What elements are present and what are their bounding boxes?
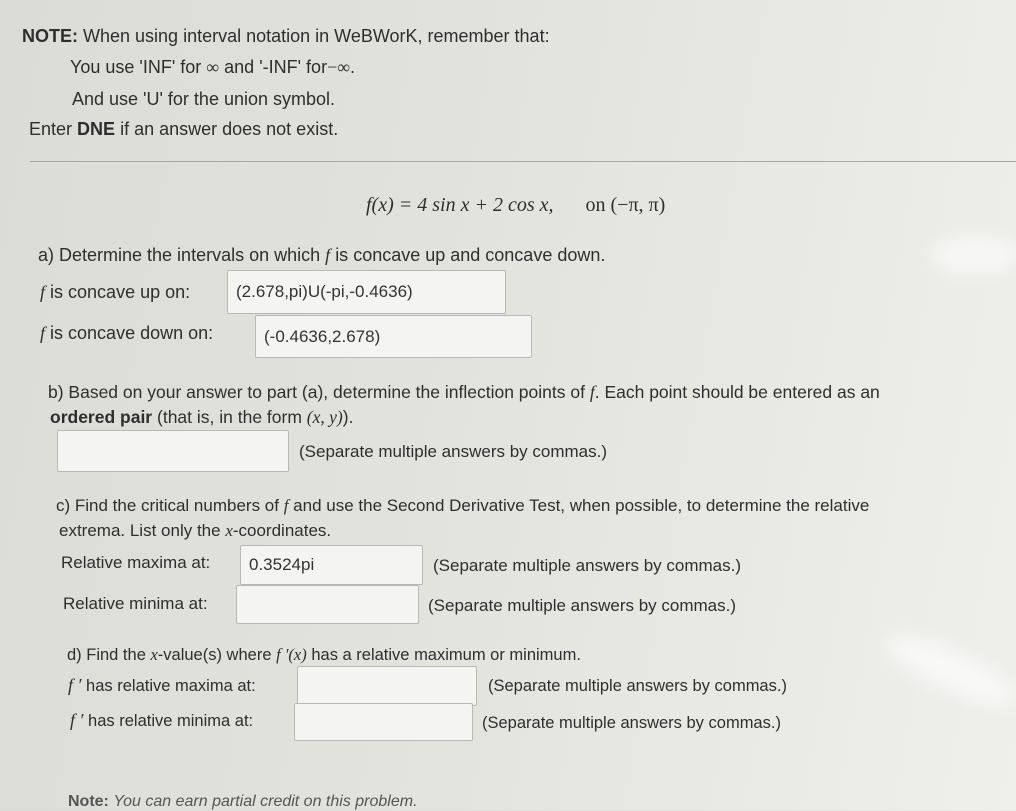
note-line: NOTE: When using interval notation in WeBWorK, remember that: [22, 26, 550, 46]
inflection-points-input[interactable] [57, 430, 289, 472]
relative-minima-input[interactable] [236, 585, 419, 624]
dne-note-line: Enter DNE if an answer does not exist. [29, 119, 339, 139]
relative-minima-hint: (Separate multiple answers by commas.) [428, 596, 737, 615]
concave-down-input[interactable]: (-0.4636,2.678) [255, 315, 532, 358]
partial-credit-note: Note: You can earn partial credit on this problem. [68, 793, 418, 810]
screen-glare [878, 622, 1016, 717]
fprime-maxima-label: f ′ has relative maxima at: [68, 675, 256, 695]
relative-maxima-input[interactable]: 0.3524pi [240, 545, 423, 585]
divider [30, 161, 1016, 162]
part-a-question: a) Determine the intervals on which f is concave up and concave down. [38, 245, 606, 265]
union-note-line: And use 'U' for the union symbol. [72, 89, 336, 109]
relative-maxima-hint: (Separate multiple answers by commas.) [433, 556, 742, 575]
relative-minima-label: Relative minima at: [63, 594, 208, 613]
fprime-minima-input[interactable] [294, 703, 473, 741]
fprime-maxima-hint: (Separate multiple answers by commas.) [488, 677, 787, 695]
part-b-question-line2: ordered pair (that is, in the form (x, y)). [50, 407, 354, 427]
part-b-question: b) Based on your answer to part (a), determine the inflection points of f. Each point should be entered as an [48, 382, 880, 402]
infinity-symbol: ∞ [206, 57, 220, 77]
part-d-question: d) Find the x-value(s) where f ′(x) has a relative maximum or minimum. [67, 645, 581, 664]
fprime-maxima-input[interactable] [297, 666, 477, 706]
concave-down-label: f is concave down on: [40, 323, 214, 343]
concave-up-label: f is concave up on: [40, 282, 191, 302]
concave-up-input[interactable]: (2.678,pi)U(-pi,-0.4636) [227, 270, 506, 314]
relative-maxima-label: Relative maxima at: [61, 553, 211, 572]
function-expression: f(x) = 4 sin x + 2 cos x, on (−π, π) [366, 194, 666, 216]
screen-glare [930, 235, 1016, 275]
neg-infinity-symbol: −∞ [327, 57, 351, 77]
inf-note-line: You use 'INF' for ∞ and '-INF' for−∞. [70, 57, 356, 77]
fprime-minima-hint: (Separate multiple answers by commas.) [482, 714, 781, 732]
part-c-question-line2: extrema. List only the x-coordinates. [59, 521, 332, 540]
fprime-minima-label: f ′ has relative minima at: [70, 710, 254, 730]
part-c-question: c) Find the critical numbers of f and use the Second Derivative Test, when possible, to determine the relative [56, 496, 870, 515]
part-b-hint: (Separate multiple answers by commas.) [299, 442, 608, 461]
